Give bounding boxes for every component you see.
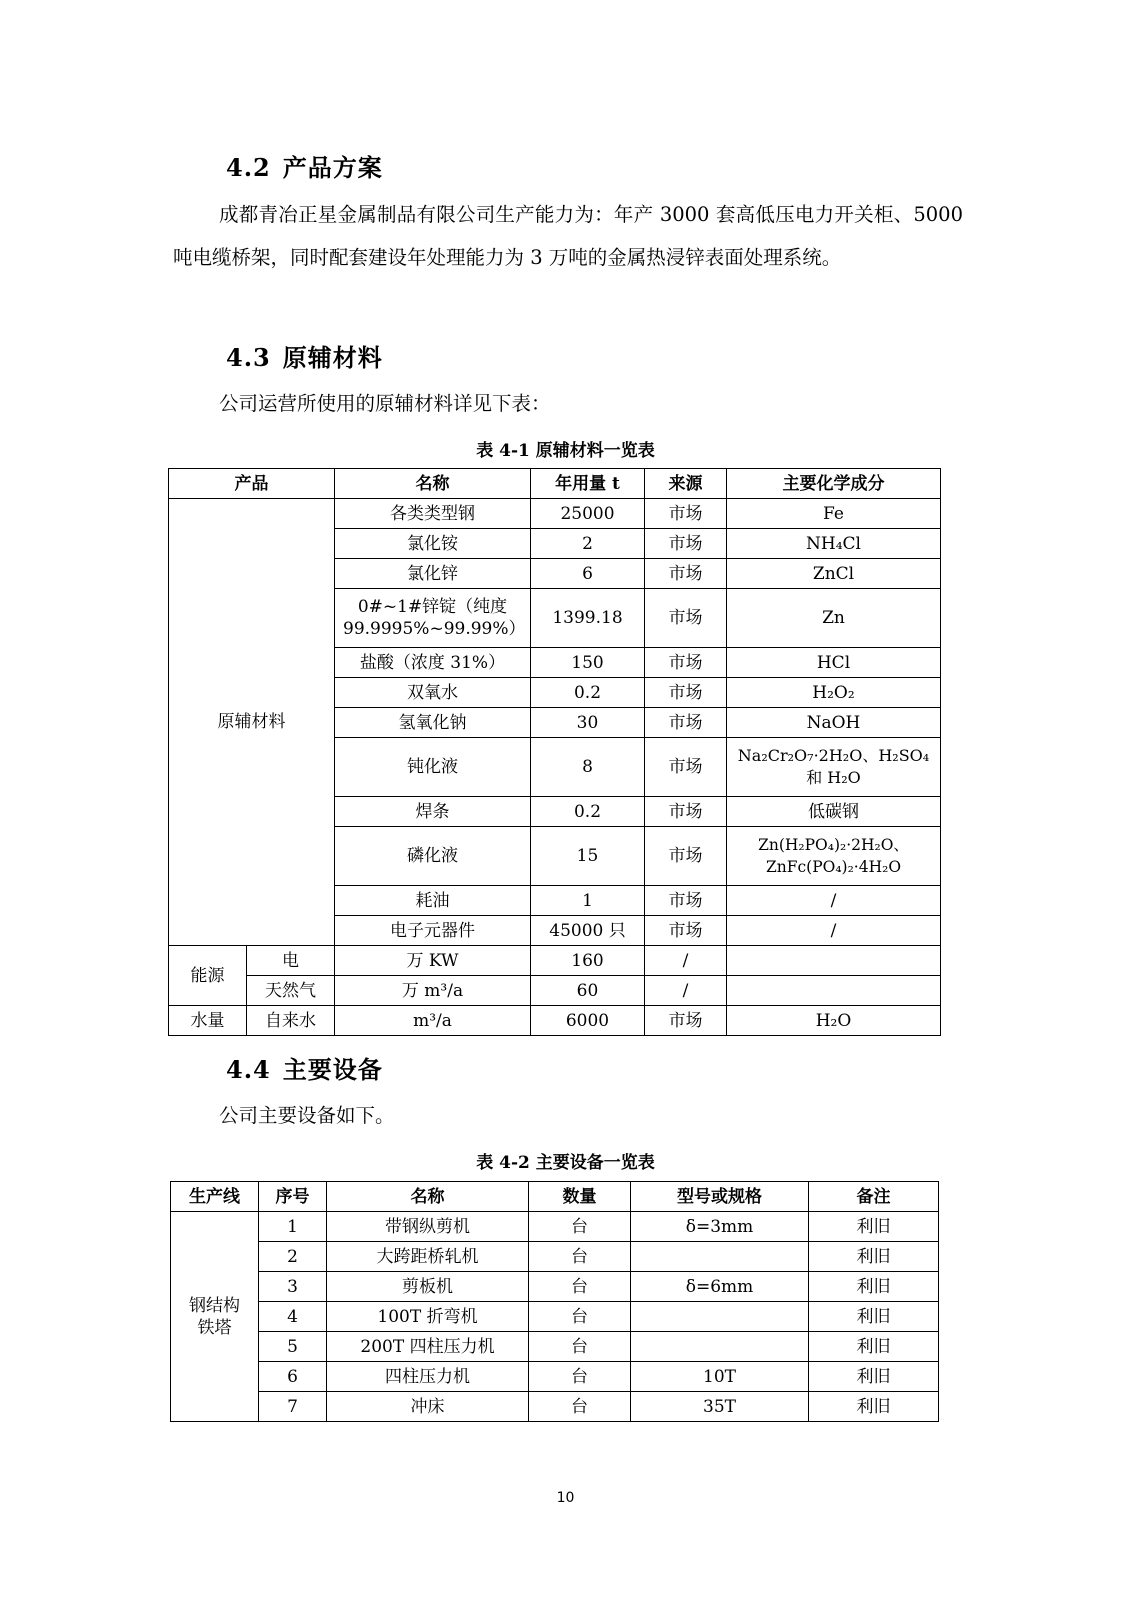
equipment-qty: 台 (529, 1362, 631, 1392)
equipment-note: 利旧 (809, 1332, 939, 1362)
equipment-spec: δ=3mm (631, 1212, 809, 1242)
material-composition: NaOH (727, 708, 941, 738)
product-paragraph: 成都青冶正星金属制品有限公司生产能力为：年产 3000 套高低压电力开关柜、5000 吨电缆桥架，同时配套建设年处理能力为 3 万吨的金属热浸锌表面处理系统。 (173, 203, 963, 269)
table-row (169, 946, 941, 976)
material-name: 钝化液 (335, 738, 531, 797)
equipment-name: 带钢纵剪机 (327, 1212, 529, 1242)
header-qty: 数量 (529, 1182, 631, 1212)
material-amount: 30 (531, 708, 645, 738)
material-source: 市场 (645, 559, 727, 589)
material-amount: 0.2 (531, 678, 645, 708)
material-name: 双氧水 (335, 678, 531, 708)
group-energy: 能源 (169, 946, 247, 1006)
table-row (171, 1212, 939, 1242)
material-amount: 6 (531, 559, 645, 589)
page-number: 10 (556, 1490, 575, 1506)
table-row (171, 1392, 939, 1422)
equipment-no: 3 (259, 1272, 327, 1302)
equipment-name: 大跨距桥轧机 (327, 1242, 529, 1272)
table-row (171, 1332, 939, 1362)
equipment-no: 4 (259, 1302, 327, 1332)
group-water: 水量 (169, 1006, 247, 1036)
header-name: 名称 (327, 1182, 529, 1212)
equipment-no: 1 (259, 1212, 327, 1242)
equipment-note: 利旧 (809, 1242, 939, 1272)
material-source: 市场 (645, 529, 727, 559)
material-name: 0#~1#锌锭（纯度 99.9995%~99.99%） (335, 589, 531, 648)
material-composition: Zn (727, 589, 941, 648)
material-amount: 45000 只 (531, 916, 645, 946)
equipment-note: 利旧 (809, 1272, 939, 1302)
material-amount: 1399.18 (531, 589, 645, 648)
material-amount: 25000 (531, 499, 645, 529)
table-header-row (171, 1182, 939, 1212)
equipment-spec (631, 1302, 809, 1332)
equipment-note: 利旧 (809, 1302, 939, 1332)
material-source: 市场 (645, 827, 727, 886)
materials-table (168, 468, 941, 1036)
water-source: 市场 (645, 1006, 727, 1036)
material-amount: 0.2 (531, 797, 645, 827)
material-composition: / (727, 916, 941, 946)
equipment-name: 冲床 (327, 1392, 529, 1422)
equipment-note: 利旧 (809, 1392, 939, 1422)
water-unit: m³/a (335, 1006, 531, 1036)
table-row (171, 1302, 939, 1332)
energy-subtype: 电 (247, 946, 335, 976)
production-line: 钢结构铁塔 (171, 1212, 259, 1422)
header-note: 备注 (809, 1182, 939, 1212)
equipment-table (170, 1181, 939, 1422)
material-name: 焊条 (335, 797, 531, 827)
material-source: 市场 (645, 916, 727, 946)
header-composition: 主要化学成分 (727, 469, 941, 499)
material-name: 氯化铵 (335, 529, 531, 559)
water-amount: 6000 (531, 1006, 645, 1036)
table-row (169, 499, 941, 529)
table-row (171, 1362, 939, 1392)
equipment-note: 利旧 (809, 1212, 939, 1242)
equipment-name: 200T 四柱压力机 (327, 1332, 529, 1362)
table-row (169, 1006, 941, 1036)
table-header-row (169, 469, 941, 499)
material-name: 盐酸（浓度 31%） (335, 648, 531, 678)
material-name: 磷化液 (335, 827, 531, 886)
material-source: 市场 (645, 886, 727, 916)
equipment-qty: 台 (529, 1392, 631, 1422)
equipment-name: 剪板机 (327, 1272, 529, 1302)
equipment-qty: 台 (529, 1212, 631, 1242)
equipment-no: 5 (259, 1332, 327, 1362)
section-heading-4-2: 4.2 产品方案 (226, 153, 383, 182)
equipment-qty: 台 (529, 1272, 631, 1302)
energy-subtype: 天然气 (247, 976, 335, 1006)
header-amount: 年用量 t (531, 469, 645, 499)
section-heading-4-3: 4.3 原辅材料 (226, 343, 383, 372)
material-name: 氯化锌 (335, 559, 531, 589)
material-composition: / (727, 886, 941, 916)
material-source: 市场 (645, 708, 727, 738)
materials-intro-paragraph: 公司运营所使用的原辅材料详见下表： (219, 392, 551, 415)
header-name: 名称 (335, 469, 531, 499)
equipment-no: 6 (259, 1362, 327, 1392)
material-amount: 15 (531, 827, 645, 886)
equipment-name: 四柱压力机 (327, 1362, 529, 1392)
table-4-1-caption: 表 4-1 原辅材料一览表 (476, 441, 655, 461)
energy-composition (727, 946, 941, 976)
material-amount: 1 (531, 886, 645, 916)
table-4-2-caption: 表 4-2 主要设备一览表 (476, 1153, 655, 1173)
equipment-qty: 台 (529, 1302, 631, 1332)
header-line: 生产线 (171, 1182, 259, 1212)
equipment-note: 利旧 (809, 1362, 939, 1392)
table-row (171, 1242, 939, 1272)
material-composition: HCl (727, 648, 941, 678)
material-source: 市场 (645, 648, 727, 678)
material-composition: H₂O₂ (727, 678, 941, 708)
equipment-intro-paragraph: 公司主要设备如下。 (219, 1104, 395, 1127)
material-name: 氢氧化钠 (335, 708, 531, 738)
section-heading-4-4: 4.4 主要设备 (226, 1055, 383, 1084)
material-source: 市场 (645, 499, 727, 529)
energy-unit: 万 KW (335, 946, 531, 976)
material-source: 市场 (645, 678, 727, 708)
material-source: 市场 (645, 738, 727, 797)
equipment-no: 7 (259, 1392, 327, 1422)
material-composition: NH₄Cl (727, 529, 941, 559)
material-name: 耗油 (335, 886, 531, 916)
header-spec: 型号或规格 (631, 1182, 809, 1212)
group-raw-materials: 原辅材料 (169, 499, 335, 946)
material-composition: 低碳钢 (727, 797, 941, 827)
material-source: 市场 (645, 589, 727, 648)
table-row (169, 976, 941, 1006)
equipment-spec (631, 1332, 809, 1362)
material-amount: 8 (531, 738, 645, 797)
energy-amount: 60 (531, 976, 645, 1006)
equipment-spec: δ=6mm (631, 1272, 809, 1302)
material-composition: ZnCl (727, 559, 941, 589)
energy-source: / (645, 976, 727, 1006)
table-row (171, 1272, 939, 1302)
material-amount: 2 (531, 529, 645, 559)
material-amount: 150 (531, 648, 645, 678)
water-subtype: 自来水 (247, 1006, 335, 1036)
energy-composition (727, 976, 941, 1006)
material-name: 电子元器件 (335, 916, 531, 946)
equipment-qty: 台 (529, 1242, 631, 1272)
header-source: 来源 (645, 469, 727, 499)
equipment-name: 100T 折弯机 (327, 1302, 529, 1332)
material-composition: Na₂Cr₂O₇·2H₂O、H₂SO₄ 和 H₂O (727, 738, 941, 797)
material-source: 市场 (645, 797, 727, 827)
equipment-qty: 台 (529, 1332, 631, 1362)
material-name: 各类类型钢 (335, 499, 531, 529)
equipment-spec: 10T (631, 1362, 809, 1392)
header-product: 产品 (169, 469, 335, 499)
equipment-spec (631, 1242, 809, 1272)
energy-source: / (645, 946, 727, 976)
equipment-no: 2 (259, 1242, 327, 1272)
energy-unit: 万 m³/a (335, 976, 531, 1006)
water-composition: H₂O (727, 1006, 941, 1036)
header-no: 序号 (259, 1182, 327, 1212)
equipment-spec: 35T (631, 1392, 809, 1422)
material-composition: Zn(H₂PO₄)₂·2H₂O、ZnFc(PO₄)₂·4H₂O (727, 827, 941, 886)
energy-amount: 160 (531, 946, 645, 976)
material-composition: Fe (727, 499, 941, 529)
